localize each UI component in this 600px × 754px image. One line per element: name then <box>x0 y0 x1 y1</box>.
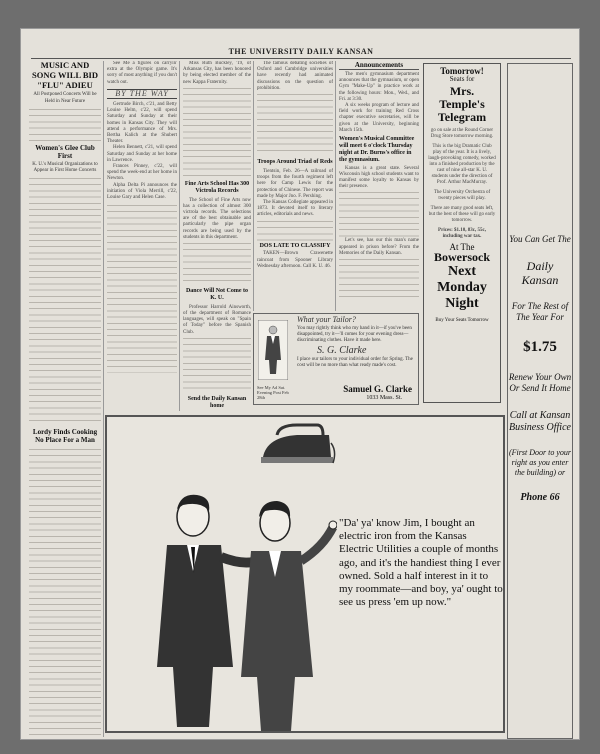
column-rule <box>103 61 104 737</box>
announcement-heading: Women's Musical Committee will meet 6 o'clock Thursday night at Dr. Burns's office in the gymnasium. <box>339 136 415 163</box>
headline-too-late: DOS LATE TO CLASSIFY <box>259 242 331 249</box>
ad-line-tomorrow: Tomorrow! <box>440 66 484 76</box>
ad-footer: Buy Your Seats Tomorrow <box>435 318 489 323</box>
paragraph: The School of Fine Arts now has a collection of almost 300 victrola records. The selections are of the best obtainable and particularly the pipe organ records are being used by the students in this department. <box>183 197 251 240</box>
lead-paragraph: The famous debating societies of Oxford and Cambridge universities have recently had animated discussions on the question of prohibition. <box>257 61 333 91</box>
headline-dance: Dance Will Not Come to K. U. <box>185 288 249 301</box>
headline-glee-club: Women's Glee Club First <box>35 143 95 160</box>
paragraph: Gertrude Birch, c'21, and Betty Louise Helm, c'22, will spend Saturday and Sunday at their homes in Kansas City. They will attend a performance of Mrs. Bertha Kalich at the Shubert Theater. <box>107 102 177 145</box>
ad-body: I place our tailors to your individual order for Spring. The cost will be no more than what ready made's cost. <box>297 357 413 368</box>
article-text <box>29 176 101 424</box>
ad-line-seats-for: Seats for <box>449 75 475 83</box>
tailor-name: Samuel G. Clarke <box>343 384 412 394</box>
lead-paragraph: Miss Ruth Buckley, '19, of Arkansas City, has been honored by being elected member of the new Kappa Fraternity. <box>183 61 251 85</box>
paragraph: Tientsin, Feb. 26—A railroad of troops from the fourth regiment left here for Camp Lewis for the protection of Chinese. The report was made by Major Jno. F. Pershing. <box>257 168 333 199</box>
ad-title-mrs: Mrs. <box>449 84 475 98</box>
mrs-temples-telegram-ad <box>423 63 501 403</box>
article-text <box>107 203 177 373</box>
ad-prices: Prices: $1.10, 83c, 55c, including war tax. <box>438 228 486 239</box>
tailor-address: 1033 Mass. St. <box>366 395 402 401</box>
daily-kansan-subscription-ad <box>507 63 573 739</box>
paragraph: Helen Bennett, c'21, will spend Saturday and Sunday at her home in Lawrence. <box>107 145 177 163</box>
ad-blurb: This is the big Dramatic Club play of the year. It is a lively, laugh-provoking comedy, worked into a finished production by the cast of nine all-star K. U. students under the direction of Prof. Arthur MacMurray. <box>428 144 496 185</box>
by-the-way-heading: BY THE WAY <box>107 89 177 99</box>
column-rule <box>179 61 180 411</box>
poster-caption: See My Ad Sat. Evening Post Feb 28th <box>257 385 289 400</box>
ad-blurb: go on sale at the Round Corner Drug Store tomorrow morning. <box>430 128 494 139</box>
two-men-illustration <box>137 487 337 731</box>
announcement: A six weeks program of lecture and field work for training Red Cross chapter executive secretaries, will be given at the University, beginning March 15th. <box>339 103 419 133</box>
kansan-price: $1.75 <box>523 339 557 355</box>
article-text <box>183 336 251 394</box>
column-1 <box>29 61 101 737</box>
ad-line-monday: Monday <box>437 280 487 295</box>
subhead-concerts: All Postponed Concerts Will be Held in Near Future <box>33 92 97 104</box>
article-text <box>339 190 419 238</box>
ad-title-telegram: Telegram <box>437 110 487 124</box>
article-text <box>257 219 333 241</box>
ad-blurb: There are many good seats left, but the best of these will go early tomorrow. <box>428 206 496 223</box>
ad-body: You may rightly think who my hand in it—if you've been disappointed, try it—'ll comes for your evening dress—discriminating clothes. Have it made here. <box>297 326 412 343</box>
announcements-column <box>339 61 419 311</box>
masthead <box>31 47 571 59</box>
masthead-title: THE UNIVERSITY DAILY KANSAN <box>228 47 374 56</box>
article-text <box>257 92 333 156</box>
announcement: Kansas is a great state. Several Wisconsin high school students want to manifest some loyalty to Kansas by their presence. <box>339 165 419 190</box>
ad-blurb: The University Orchestra of twenty pieces will play. <box>433 190 491 201</box>
newspaper-page <box>20 28 580 740</box>
ad-line-night: Night <box>445 296 479 311</box>
kansan-phone: Phone 66 <box>520 492 560 503</box>
headline-music-song: MUSIC AND SONG WILL BID "FLU" ADIEU <box>32 61 98 90</box>
ad-line-next: Next <box>448 264 476 279</box>
ad-line-at-the: At The <box>449 242 475 252</box>
classified-ad: TAKEN—Brown Crawenette raincoat from Spooner Library Wednesday afternoon. Call K. U. 46. <box>257 251 333 269</box>
column-3 <box>183 61 251 411</box>
subhead-musical-orgs: K. U.'s Musical Organizations to Appear in First Home Concerts <box>32 161 98 173</box>
announcement: The men's gymnasium department announces that the gymnasium, or open Gym "Make-Up" in practice work at the following hours: Mon., Wed., and Fri. at 3:30. <box>339 72 419 102</box>
article-text <box>29 447 101 737</box>
announcements-heading: Announcements <box>339 61 419 70</box>
lead-paragraph: See Me a figures on carryin' extra at the Olympic game. It's sorry of most anything if you don't watch out. <box>107 61 177 85</box>
column-2 <box>107 61 177 411</box>
column-4 <box>257 61 333 311</box>
electric-iron-icon <box>257 423 337 469</box>
kansan-line-daily-kansan: Daily Kansan <box>521 259 559 287</box>
paragraph: Alpha Delta Pi announces the initiation of Viola Merrill, c'22, Louise Gary and Helen Case. <box>107 182 177 201</box>
column-rule <box>335 61 336 311</box>
kansan-line-you-can-get: You Can Get The <box>509 234 571 244</box>
kansan-line-business-office: Call at Kansan Business Office <box>509 410 571 433</box>
send-kansan-home: Send the Daily Kansan home <box>187 395 247 409</box>
signature: S. G. Clarke <box>317 345 367 356</box>
ad-title-temples: Temple's <box>439 97 485 111</box>
man-in-suit-illustration <box>258 320 288 380</box>
headline-fine-arts: Fine Arts School Has 300 Victrola Records <box>184 180 250 194</box>
column-rule <box>253 61 254 311</box>
kansan-line-renew: Renew Your Own Or Send It Home <box>508 372 572 393</box>
article-text <box>183 241 251 285</box>
ad-line-bowersock: Bowersock <box>434 250 490 264</box>
paragraph: The Kansas Collegiate appeared in 1873. It devoted itself to literary articles, editorials and news. <box>257 199 333 218</box>
kansan-line-rest-of-year: For The Rest of The Year For <box>511 301 569 322</box>
paragraph: Professor Harrold Ainsworth, of the department of Romance languages, will speak on "Spain of Today" before the Spanish Club. <box>183 304 251 335</box>
headline-lordy-cooking: Lordy Finds Cooking No Place For a Man <box>32 428 98 445</box>
kansan-line-directions: (First Door to your right as you enter the building) or <box>509 448 571 477</box>
article-text <box>339 257 419 297</box>
ad-quote: "Da' ya' know Jim, I bought an electric iron from the Kansas Electric Utilities a couple of months ago, and it's the handiest thing I ever owned. Sold a half interest in it to my roommate—and boy, ya' ought to see us press 'em up now." <box>339 517 503 609</box>
headline-troops: Troops Around Triad of Reds <box>257 159 333 166</box>
article-text <box>29 107 101 141</box>
announcement: Let's see, has our this man's name appeared in prison before? From the Memories of the Daily Kansan. <box>339 238 419 256</box>
paragraph: Frances Pinney, c'22, will spend the week-end at her home in Newton. <box>107 164 177 182</box>
ad-script-heading: What your Tailor? <box>297 315 356 324</box>
samuel-clarke-tailor-ad <box>253 313 419 405</box>
article-text <box>183 86 251 178</box>
kansas-electric-utilities-ad <box>105 415 505 733</box>
